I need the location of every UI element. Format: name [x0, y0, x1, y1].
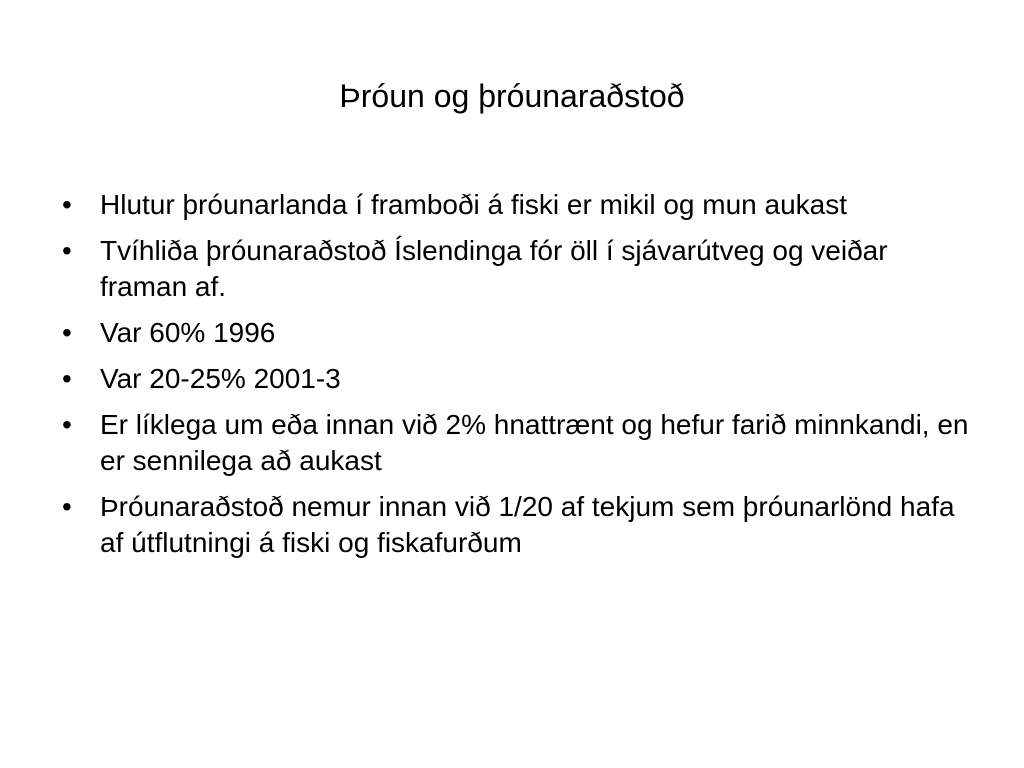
- list-item: [58, 315, 978, 351]
- bullet-icon: •: [62, 235, 72, 266]
- bullet-icon: •: [62, 491, 72, 522]
- bullet-list: [58, 187, 978, 571]
- slide-title: Þróun og þróunaraðstoð: [339, 78, 685, 114]
- bullet-text: Hlutur þróunarlanda í framboði á fiski er mikil og mun aukast: [100, 189, 848, 220]
- bullet-text: Var 20-25% 2001-3: [100, 363, 341, 394]
- list-item: [58, 187, 978, 223]
- bullet-text: Þróunaraðstoð nemur innan við 1/20 af tekjum sem þróunarlönd hafa af útflutningi á fiski og fiskafurðum: [100, 491, 955, 558]
- bullet-icon: •: [62, 409, 72, 440]
- list-item: [58, 489, 978, 561]
- bullet-icon: •: [62, 189, 72, 220]
- list-item: [58, 233, 978, 305]
- bullet-icon: •: [62, 317, 72, 348]
- bullet-icon: •: [62, 363, 72, 394]
- list-item: [58, 361, 978, 397]
- bullet-text: Er líklega um eða innan við 2% hnattrænt og hefur farið minnkandi, en er sennilega að aukast: [100, 409, 969, 476]
- list-item: [58, 407, 978, 479]
- bullet-text: Var 60% 1996: [100, 317, 276, 348]
- bullet-text: Tvíhliða þróunaraðstoð Íslendinga fór öll í sjávarútveg og veiðar framan af.: [100, 235, 888, 302]
